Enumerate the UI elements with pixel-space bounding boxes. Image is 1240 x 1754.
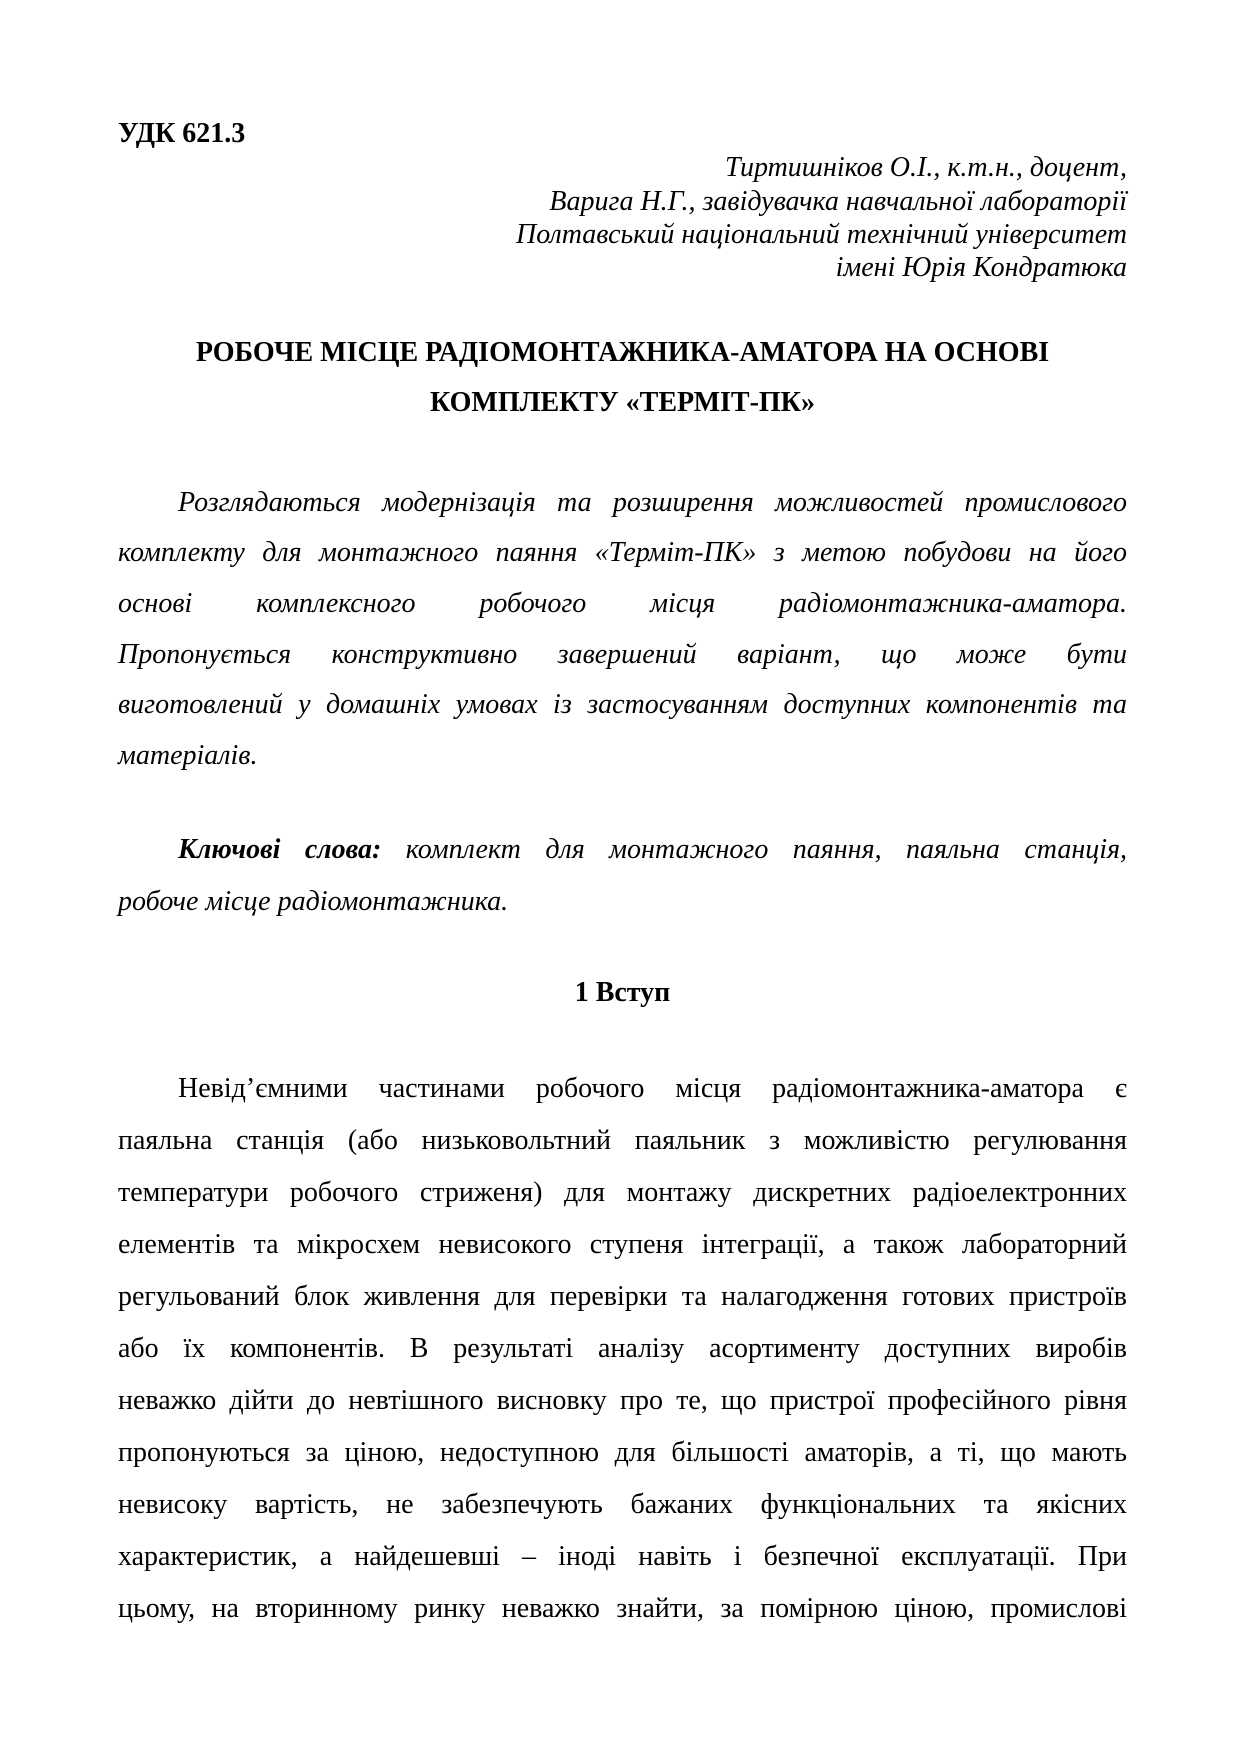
- body-line: або їх компонентів. В результаті аналізу асортименту доступних виробів: [118, 1333, 1127, 1364]
- affiliation-line: Полтавський національний технічний університет: [516, 219, 1127, 250]
- body-line: характеристик, а найдешевші – іноді навіть і безпечної експлуатації. При: [118, 1541, 1127, 1572]
- title-line: КОМПЛЕКТУ «ТЕРМІТ-ПК»: [430, 387, 815, 418]
- body-line: пропонуються за ціною, недоступною для більшості аматорів, а ті, що мають: [118, 1437, 1127, 1468]
- body-line: цьому, на вторинному ринку неважко знайти, за помірною ціною, промислові: [118, 1593, 1127, 1624]
- body-line: Невід’ємними частинами робочого місця радіомонтажника-аматора є: [178, 1073, 1127, 1104]
- author-line: Варига Н.Г., завідувачка навчальної лабораторії: [549, 186, 1127, 217]
- abstract-line: виготовлений у домашніх умовах із застосуванням доступних компонентів та: [118, 689, 1127, 720]
- body-line: невисоку вартість, не забезпечують бажаних функціональних та якісних: [118, 1489, 1127, 1520]
- keywords-line: [178, 834, 1127, 866]
- affiliation-line: імені Юрія Кондратюка: [835, 252, 1127, 283]
- title-line: РОБОЧЕ МІСЦЕ РАДІОМОНТАЖНИКА-АМАТОРА НА ОСНОВІ: [195, 337, 1050, 368]
- section-heading: 1 Вступ: [574, 977, 671, 1008]
- abstract-line: основі комплексного робочого місця радіомонтажника-аматора.: [118, 588, 1127, 619]
- body-line: регульований блок живлення для перевірки та налагодження готових пристроїв: [118, 1281, 1127, 1312]
- abstract-line: комплекту для монтажного паяння «Терміт-ПК» з метою побудови на його: [118, 537, 1127, 568]
- abstract-line: матеріалів.: [118, 740, 258, 771]
- abstract-line: Розглядаються модернізація та розширення можливостей промислового: [178, 487, 1127, 518]
- abstract-line: Пропонується конструктивно завершений варіант, що може бути: [118, 639, 1127, 670]
- keywords-label: Ключові слова:: [178, 834, 382, 865]
- author-line: Тиртишніков О.І., к.т.н., доцент,: [725, 152, 1127, 183]
- udc-code: УДК 621.3: [118, 118, 246, 149]
- keywords-text: комплект для монтажного паяння, паяльна станція,: [405, 834, 1128, 865]
- body-line: неважко дійти до невтішного висновку про те, що пристрої професійного рівня: [118, 1385, 1127, 1416]
- body-line: температури робочого стриженя) для монтажу дискретних радіоелектронних: [118, 1177, 1127, 1208]
- body-line: елементів та мікросхем невисокого ступеня інтеграції, а також лабораторний: [118, 1229, 1127, 1260]
- keywords-line: робоче місце радіомонтажника.: [118, 886, 509, 917]
- body-line: паяльна станція (або низьковольтний паяльник з можливістю регулювання: [118, 1125, 1127, 1156]
